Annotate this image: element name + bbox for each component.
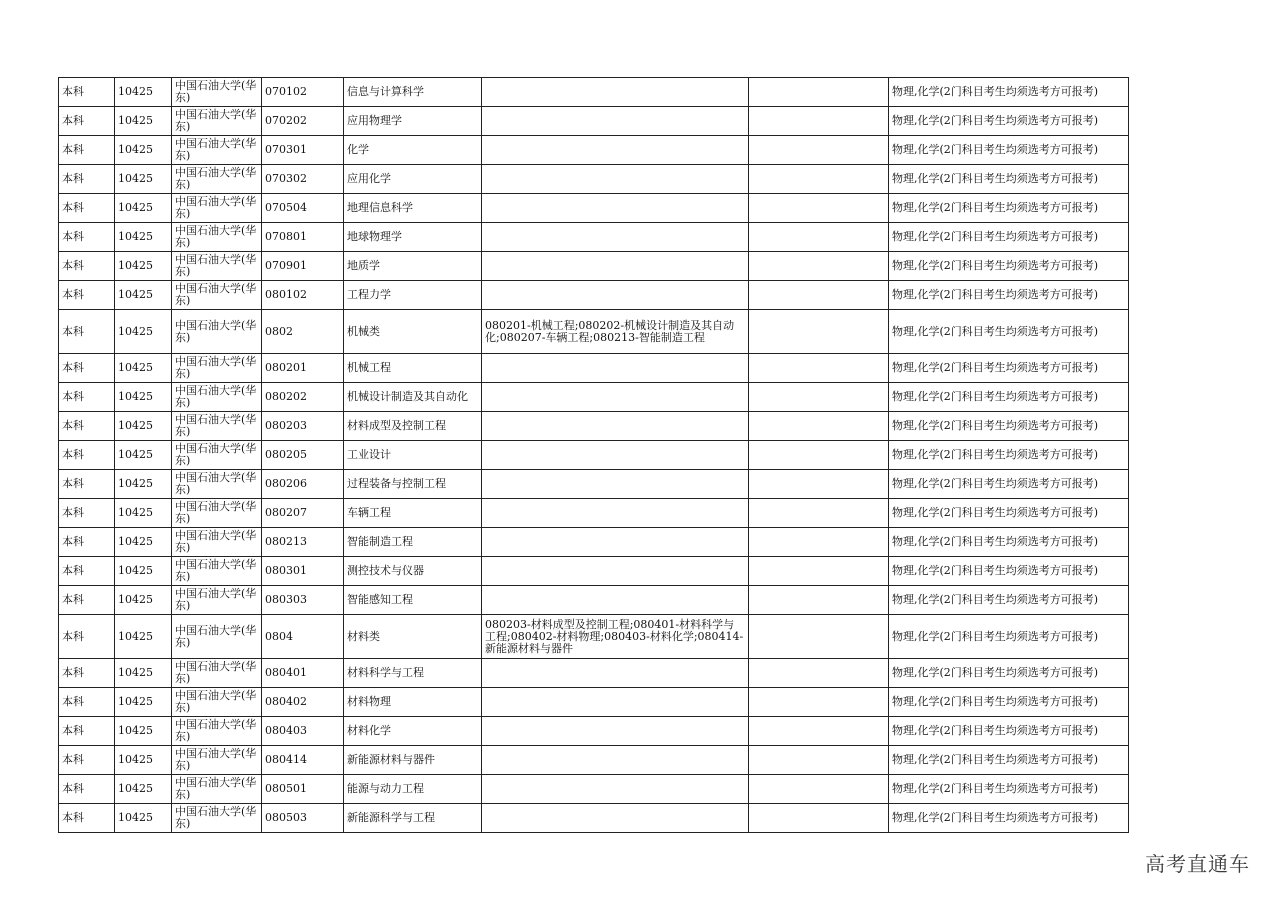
major-code-cell: 080414 (262, 746, 344, 775)
subject-requirement-cell: 物理,化学(2门科目考生均须选考方可报考) (889, 136, 1129, 165)
note-cell (749, 412, 889, 441)
included-majors-cell (482, 383, 749, 412)
school-code-cell: 10425 (115, 281, 172, 310)
note-cell (749, 136, 889, 165)
school-name-cell: 中国石油大学(华东) (172, 717, 262, 746)
table-row (59, 659, 1129, 688)
subject-requirement-cell: 物理,化学(2门科目考生均须选考方可报考) (889, 383, 1129, 412)
included-majors-cell (482, 223, 749, 252)
major-name-cell: 车辆工程 (344, 499, 482, 528)
table-row (59, 688, 1129, 717)
level-cell: 本科 (59, 281, 115, 310)
note-cell (749, 528, 889, 557)
school-name-cell: 中国石油大学(华东) (172, 165, 262, 194)
school-code-cell: 10425 (115, 252, 172, 281)
table-row (59, 310, 1129, 354)
school-code-cell: 10425 (115, 586, 172, 615)
note-cell (749, 165, 889, 194)
school-name-cell: 中国石油大学(华东) (172, 659, 262, 688)
school-name-cell: 中国石油大学(华东) (172, 383, 262, 412)
major-name-cell: 地理信息科学 (344, 194, 482, 223)
level-cell: 本科 (59, 615, 115, 659)
major-code-cell: 080403 (262, 717, 344, 746)
major-name-cell: 材料成型及控制工程 (344, 412, 482, 441)
note-cell (749, 107, 889, 136)
school-code-cell: 10425 (115, 165, 172, 194)
school-name-cell: 中国石油大学(华东) (172, 223, 262, 252)
note-cell (749, 310, 889, 354)
table-row (59, 615, 1129, 659)
school-name-cell: 中国石油大学(华东) (172, 557, 262, 586)
level-cell: 本科 (59, 412, 115, 441)
subject-requirement-cell: 物理,化学(2门科目考生均须选考方可报考) (889, 281, 1129, 310)
school-name-cell: 中国石油大学(华东) (172, 194, 262, 223)
table-row (59, 499, 1129, 528)
level-cell: 本科 (59, 78, 115, 107)
school-code-cell: 10425 (115, 412, 172, 441)
level-cell: 本科 (59, 557, 115, 586)
included-majors-cell (482, 499, 749, 528)
major-code-cell: 080402 (262, 688, 344, 717)
major-code-cell: 080207 (262, 499, 344, 528)
school-code-cell: 10425 (115, 470, 172, 499)
major-code-cell: 080401 (262, 659, 344, 688)
subject-requirement-cell: 物理,化学(2门科目考生均须选考方可报考) (889, 194, 1129, 223)
major-name-cell: 机械设计制造及其自动化 (344, 383, 482, 412)
note-cell (749, 281, 889, 310)
subject-requirement-cell: 物理,化学(2门科目考生均须选考方可报考) (889, 746, 1129, 775)
school-name-cell: 中国石油大学(华东) (172, 310, 262, 354)
note-cell (749, 746, 889, 775)
note-cell (749, 194, 889, 223)
major-name-cell: 工业设计 (344, 441, 482, 470)
note-cell (749, 775, 889, 804)
school-code-cell: 10425 (115, 746, 172, 775)
school-code-cell: 10425 (115, 441, 172, 470)
level-cell: 本科 (59, 586, 115, 615)
major-code-cell: 080303 (262, 586, 344, 615)
school-code-cell: 10425 (115, 383, 172, 412)
subject-requirement-cell: 物理,化学(2门科目考生均须选考方可报考) (889, 557, 1129, 586)
included-majors-cell (482, 717, 749, 746)
included-majors-cell (482, 804, 749, 833)
major-code-cell: 070301 (262, 136, 344, 165)
school-name-cell: 中国石油大学(华东) (172, 804, 262, 833)
level-cell: 本科 (59, 441, 115, 470)
subject-requirement-cell: 物理,化学(2门科目考生均须选考方可报考) (889, 717, 1129, 746)
major-code-cell: 080201 (262, 354, 344, 383)
school-name-cell: 中国石油大学(华东) (172, 470, 262, 499)
note-cell (749, 557, 889, 586)
table-row (59, 528, 1129, 557)
table-row (59, 223, 1129, 252)
enrollment-table (58, 77, 1129, 833)
level-cell: 本科 (59, 717, 115, 746)
major-code-cell: 070202 (262, 107, 344, 136)
level-cell: 本科 (59, 470, 115, 499)
included-majors-cell (482, 194, 749, 223)
included-majors-cell (482, 688, 749, 717)
major-name-cell: 地质学 (344, 252, 482, 281)
table-row (59, 557, 1129, 586)
table-row (59, 383, 1129, 412)
school-name-cell: 中国石油大学(华东) (172, 136, 262, 165)
level-cell: 本科 (59, 310, 115, 354)
level-cell: 本科 (59, 804, 115, 833)
major-name-cell: 过程装备与控制工程 (344, 470, 482, 499)
subject-requirement-cell: 物理,化学(2门科目考生均须选考方可报考) (889, 470, 1129, 499)
watermark: 高考直通车 (1145, 852, 1250, 876)
included-majors-cell (482, 528, 749, 557)
school-code-cell: 10425 (115, 688, 172, 717)
level-cell: 本科 (59, 223, 115, 252)
major-name-cell: 智能制造工程 (344, 528, 482, 557)
included-majors-cell (482, 557, 749, 586)
included-majors-cell (482, 78, 749, 107)
subject-requirement-cell: 物理,化学(2门科目考生均须选考方可报考) (889, 528, 1129, 557)
note-cell (749, 354, 889, 383)
major-code-cell: 070302 (262, 165, 344, 194)
major-code-cell: 080301 (262, 557, 344, 586)
school-name-cell: 中国石油大学(华东) (172, 441, 262, 470)
major-code-cell: 0802 (262, 310, 344, 354)
major-name-cell: 新能源科学与工程 (344, 804, 482, 833)
major-name-cell: 材料科学与工程 (344, 659, 482, 688)
school-name-cell: 中国石油大学(华东) (172, 528, 262, 557)
table-row (59, 586, 1129, 615)
level-cell: 本科 (59, 136, 115, 165)
subject-requirement-cell: 物理,化学(2门科目考生均须选考方可报考) (889, 688, 1129, 717)
school-name-cell: 中国石油大学(华东) (172, 412, 262, 441)
note-cell (749, 659, 889, 688)
table-row (59, 746, 1129, 775)
major-code-cell: 080203 (262, 412, 344, 441)
table-row (59, 165, 1129, 194)
major-code-cell: 070102 (262, 78, 344, 107)
major-code-cell: 080206 (262, 470, 344, 499)
school-name-cell: 中国石油大学(华东) (172, 78, 262, 107)
major-name-cell: 应用物理学 (344, 107, 482, 136)
table-row (59, 136, 1129, 165)
major-code-cell: 080202 (262, 383, 344, 412)
included-majors-cell (482, 470, 749, 499)
note-cell (749, 470, 889, 499)
note-cell (749, 78, 889, 107)
table-row (59, 804, 1129, 833)
school-code-cell: 10425 (115, 223, 172, 252)
note-cell (749, 499, 889, 528)
school-code-cell: 10425 (115, 557, 172, 586)
table-row (59, 717, 1129, 746)
major-name-cell: 机械类 (344, 310, 482, 354)
included-majors-cell (482, 165, 749, 194)
included-majors-cell (482, 281, 749, 310)
school-code-cell: 10425 (115, 717, 172, 746)
school-code-cell: 10425 (115, 615, 172, 659)
subject-requirement-cell: 物理,化学(2门科目考生均须选考方可报考) (889, 775, 1129, 804)
school-code-cell: 10425 (115, 804, 172, 833)
included-majors-cell (482, 136, 749, 165)
note-cell (749, 223, 889, 252)
level-cell: 本科 (59, 252, 115, 281)
major-code-cell: 080503 (262, 804, 344, 833)
major-name-cell: 材料物理 (344, 688, 482, 717)
major-name-cell: 机械工程 (344, 354, 482, 383)
included-majors-cell (482, 586, 749, 615)
subject-requirement-cell: 物理,化学(2门科目考生均须选考方可报考) (889, 310, 1129, 354)
school-name-cell: 中国石油大学(华东) (172, 354, 262, 383)
subject-requirement-cell: 物理,化学(2门科目考生均须选考方可报考) (889, 615, 1129, 659)
subject-requirement-cell: 物理,化学(2门科目考生均须选考方可报考) (889, 78, 1129, 107)
school-code-cell: 10425 (115, 78, 172, 107)
subject-requirement-cell: 物理,化学(2门科目考生均须选考方可报考) (889, 107, 1129, 136)
major-name-cell: 信息与计算科学 (344, 78, 482, 107)
note-cell (749, 615, 889, 659)
level-cell: 本科 (59, 659, 115, 688)
major-name-cell: 测控技术与仪器 (344, 557, 482, 586)
level-cell: 本科 (59, 107, 115, 136)
level-cell: 本科 (59, 528, 115, 557)
table-row (59, 252, 1129, 281)
included-majors-cell (482, 775, 749, 804)
level-cell: 本科 (59, 499, 115, 528)
note-cell (749, 717, 889, 746)
major-code-cell: 070504 (262, 194, 344, 223)
included-majors-cell (482, 354, 749, 383)
school-code-cell: 10425 (115, 528, 172, 557)
school-name-cell: 中国石油大学(华东) (172, 746, 262, 775)
level-cell: 本科 (59, 775, 115, 804)
major-code-cell: 080205 (262, 441, 344, 470)
major-name-cell: 新能源材料与器件 (344, 746, 482, 775)
school-code-cell: 10425 (115, 107, 172, 136)
table-row (59, 107, 1129, 136)
school-code-cell: 10425 (115, 775, 172, 804)
school-name-cell: 中国石油大学(华东) (172, 775, 262, 804)
major-code-cell: 0804 (262, 615, 344, 659)
school-name-cell: 中国石油大学(华东) (172, 499, 262, 528)
note-cell (749, 804, 889, 833)
school-code-cell: 10425 (115, 310, 172, 354)
table-row (59, 441, 1129, 470)
major-code-cell: 080213 (262, 528, 344, 557)
note-cell (749, 441, 889, 470)
major-name-cell: 地球物理学 (344, 223, 482, 252)
included-majors-cell (482, 746, 749, 775)
note-cell (749, 586, 889, 615)
level-cell: 本科 (59, 354, 115, 383)
table-row (59, 78, 1129, 107)
included-majors-cell: 080201-机械工程;080202-机械设计制造及其自动化;080207-车辆工程;080213-智能制造工程 (482, 310, 749, 354)
major-name-cell: 材料化学 (344, 717, 482, 746)
subject-requirement-cell: 物理,化学(2门科目考生均须选考方可报考) (889, 412, 1129, 441)
major-code-cell: 070801 (262, 223, 344, 252)
school-name-cell: 中国石油大学(华东) (172, 252, 262, 281)
subject-requirement-cell: 物理,化学(2门科目考生均须选考方可报考) (889, 354, 1129, 383)
school-name-cell: 中国石油大学(华东) (172, 107, 262, 136)
table-row (59, 470, 1129, 499)
subject-requirement-cell: 物理,化学(2门科目考生均须选考方可报考) (889, 165, 1129, 194)
included-majors-cell (482, 107, 749, 136)
major-name-cell: 工程力学 (344, 281, 482, 310)
note-cell (749, 383, 889, 412)
subject-requirement-cell: 物理,化学(2门科目考生均须选考方可报考) (889, 252, 1129, 281)
major-name-cell: 智能感知工程 (344, 586, 482, 615)
note-cell (749, 688, 889, 717)
subject-requirement-cell: 物理,化学(2门科目考生均须选考方可报考) (889, 499, 1129, 528)
level-cell: 本科 (59, 165, 115, 194)
level-cell: 本科 (59, 688, 115, 717)
school-code-cell: 10425 (115, 659, 172, 688)
subject-requirement-cell: 物理,化学(2门科目考生均须选考方可报考) (889, 441, 1129, 470)
table-row (59, 354, 1129, 383)
subject-requirement-cell: 物理,化学(2门科目考生均须选考方可报考) (889, 804, 1129, 833)
included-majors-cell (482, 659, 749, 688)
school-name-cell: 中国石油大学(华东) (172, 586, 262, 615)
level-cell: 本科 (59, 746, 115, 775)
included-majors-cell: 080203-材料成型及控制工程;080401-材料科学与工程;080402-材料物理;080403-材料化学;080414-新能源材料与器件 (482, 615, 749, 659)
school-code-cell: 10425 (115, 354, 172, 383)
table-row (59, 281, 1129, 310)
school-name-cell: 中国石油大学(华东) (172, 688, 262, 717)
major-name-cell: 化学 (344, 136, 482, 165)
table-row (59, 775, 1129, 804)
school-code-cell: 10425 (115, 136, 172, 165)
school-name-cell: 中国石油大学(华东) (172, 281, 262, 310)
school-code-cell: 10425 (115, 499, 172, 528)
major-code-cell: 080501 (262, 775, 344, 804)
major-code-cell: 080102 (262, 281, 344, 310)
major-name-cell: 材料类 (344, 615, 482, 659)
subject-requirement-cell: 物理,化学(2门科目考生均须选考方可报考) (889, 586, 1129, 615)
table-body (59, 78, 1129, 833)
table-row (59, 194, 1129, 223)
school-code-cell: 10425 (115, 194, 172, 223)
major-name-cell: 应用化学 (344, 165, 482, 194)
included-majors-cell (482, 412, 749, 441)
subject-requirement-cell: 物理,化学(2门科目考生均须选考方可报考) (889, 223, 1129, 252)
major-code-cell: 070901 (262, 252, 344, 281)
included-majors-cell (482, 252, 749, 281)
subject-requirement-cell: 物理,化学(2门科目考生均须选考方可报考) (889, 659, 1129, 688)
note-cell (749, 252, 889, 281)
included-majors-cell (482, 441, 749, 470)
major-name-cell: 能源与动力工程 (344, 775, 482, 804)
level-cell: 本科 (59, 194, 115, 223)
school-name-cell: 中国石油大学(华东) (172, 615, 262, 659)
table-row (59, 412, 1129, 441)
level-cell: 本科 (59, 383, 115, 412)
